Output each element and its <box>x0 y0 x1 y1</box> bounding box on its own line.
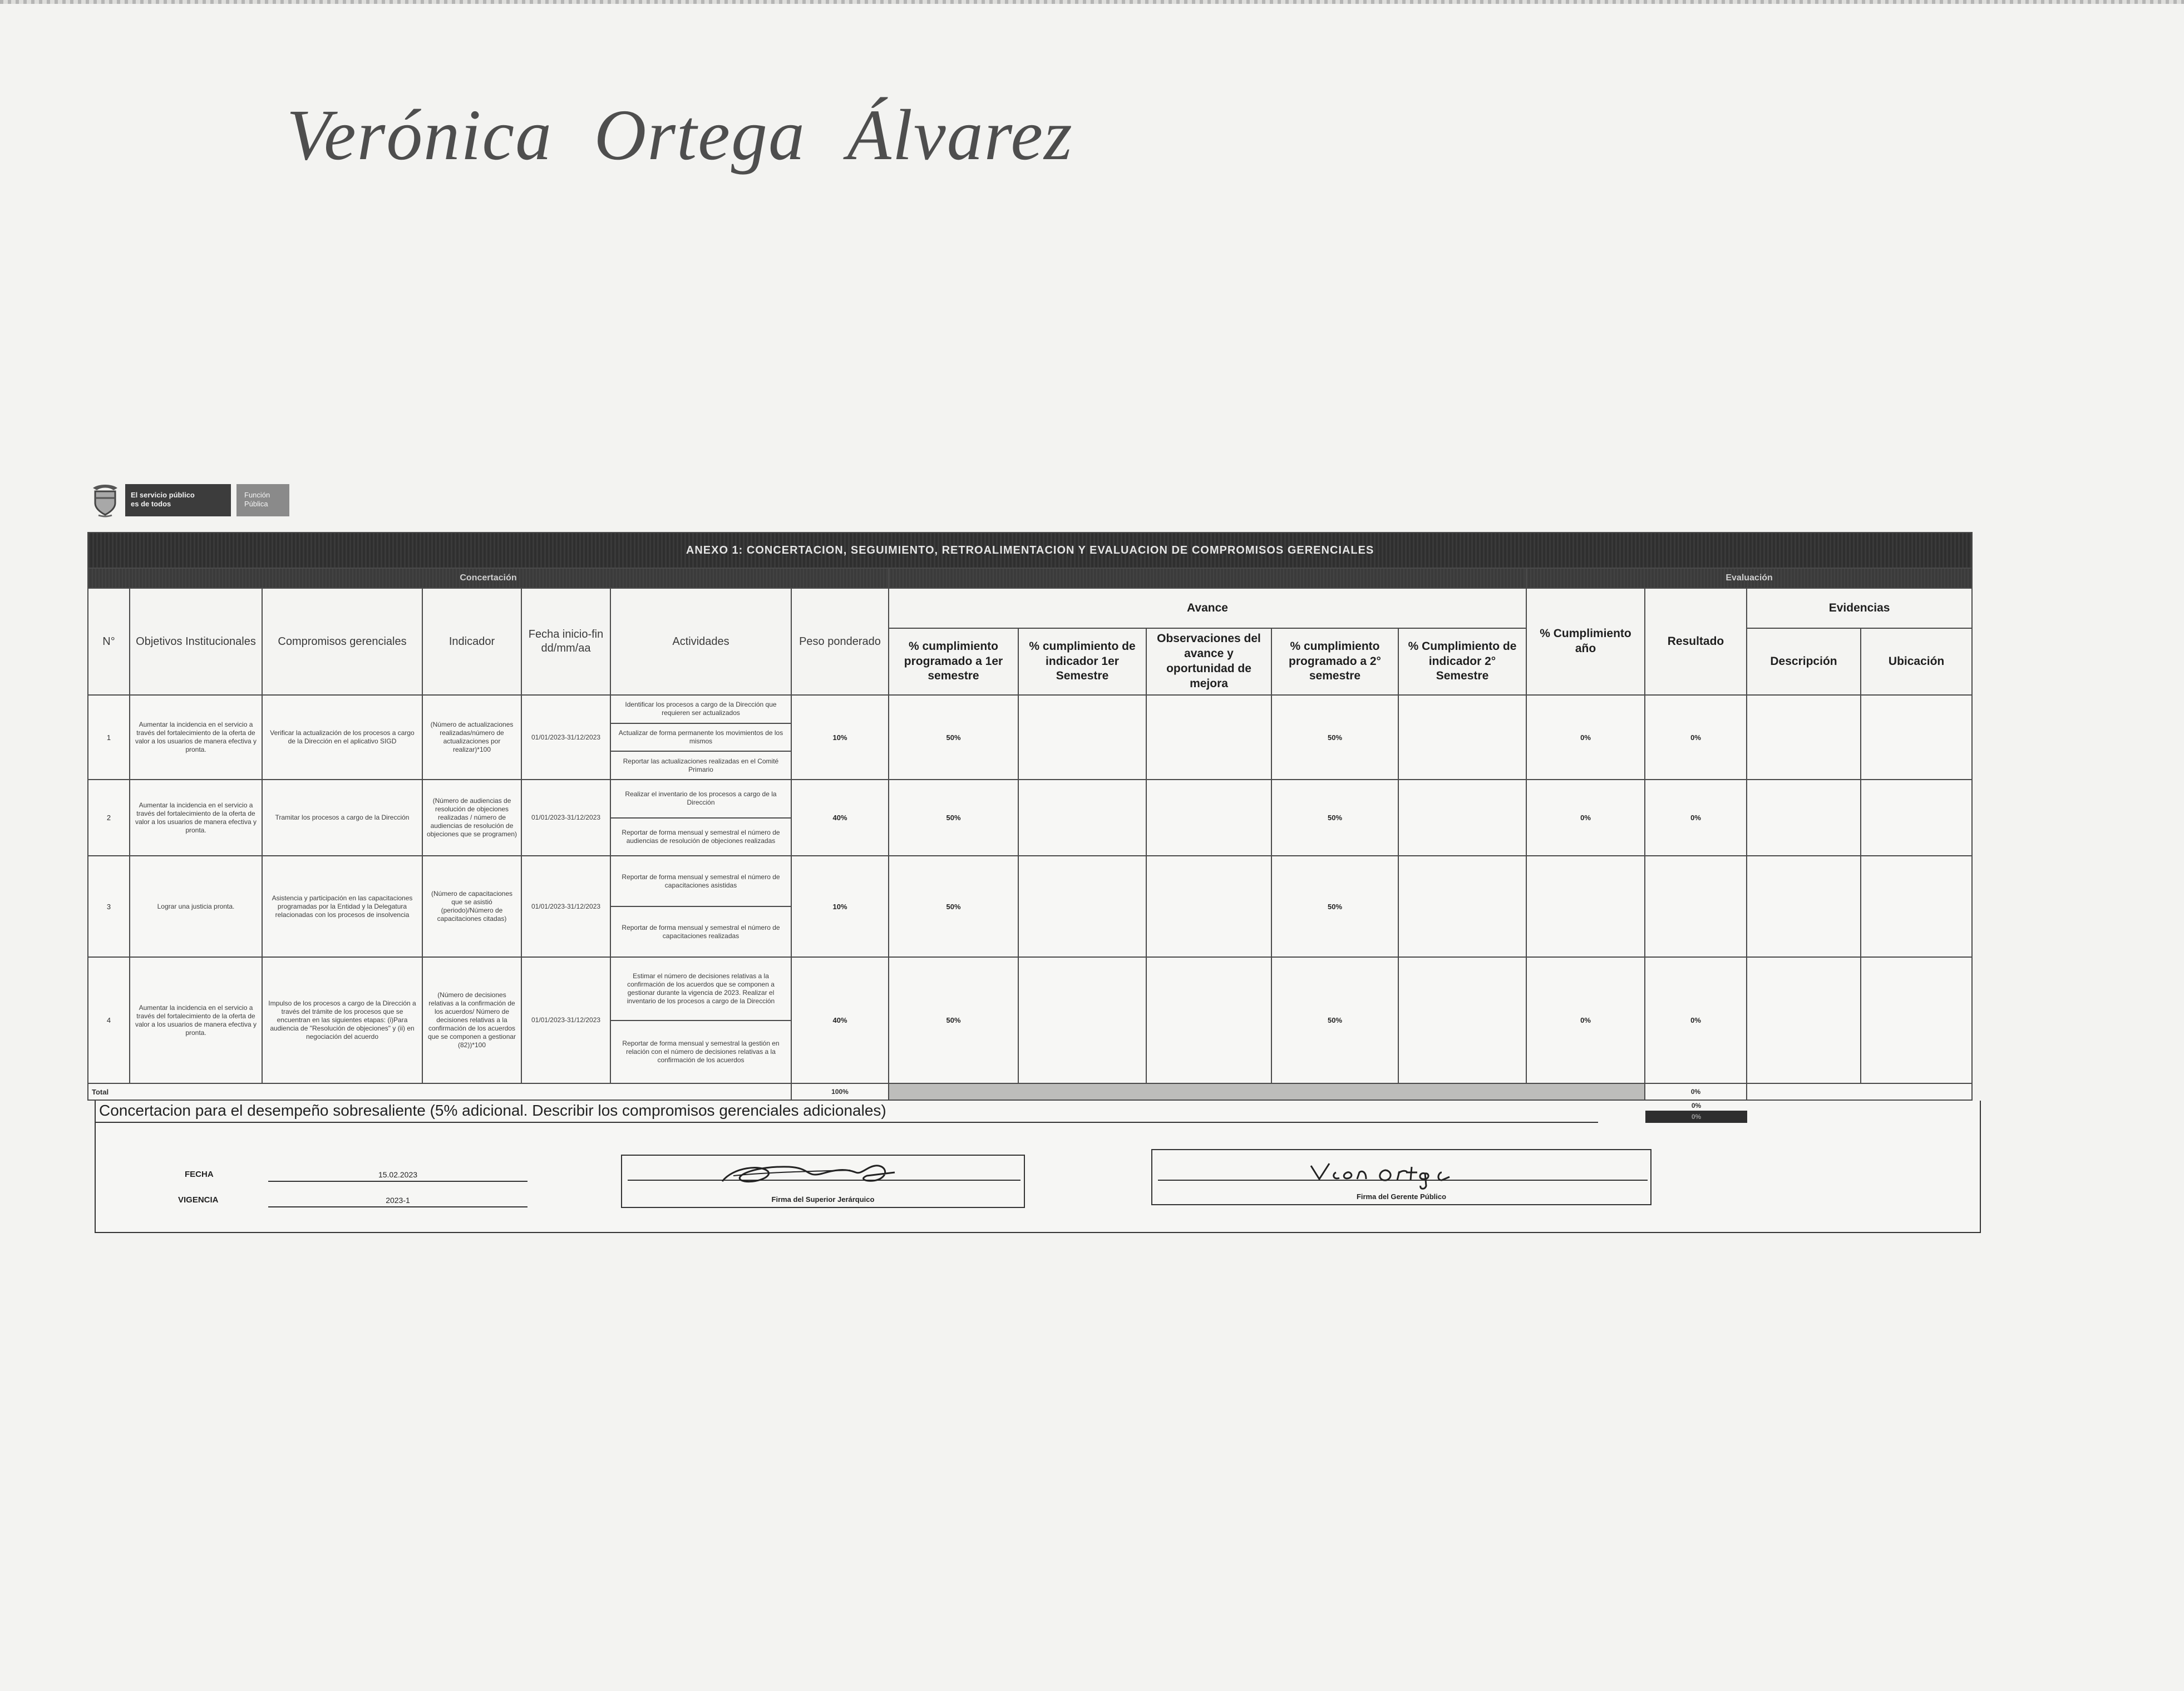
row-number: 4 <box>88 957 130 1083</box>
firma-superior-label: Firma del Superior Jerárquico <box>771 1195 875 1204</box>
cell-observaciones <box>1146 957 1271 1083</box>
cell-objetivo: Aumentar la incidencia en el servicio a través del fortalecimiento de la oferta de valor a los usuarios de manera efectiva y pronta. <box>130 957 262 1083</box>
header-observaciones: Observaciones del avance y oportunidad de mejora <box>1146 628 1271 695</box>
cell-ubicacion <box>1861 780 1972 856</box>
cell-ubicacion <box>1861 695 1972 780</box>
cell-indicador-1 <box>1018 856 1146 957</box>
total-resultado: 0% <box>1645 1083 1747 1100</box>
cell-indicador-1 <box>1018 695 1146 780</box>
logo-brand-line1: Función <box>244 491 270 499</box>
cell-peso: 40% <box>791 957 889 1083</box>
header-resultado: Resultado <box>1645 588 1747 695</box>
cell-fecha: 01/01/2023-31/12/2023 <box>521 780 610 856</box>
handwritten-name: Verónica Ortega Álvarez <box>287 95 1073 175</box>
cell-compromiso: Asistencia y participación en las capacitaciones programadas por la Entidad y la Delegatura relacionadas con los procesos de insolvencia <box>262 856 422 957</box>
cell-resultado: 0% <box>1645 780 1747 856</box>
form-anexo-1 <box>87 532 1985 1233</box>
section-band <box>889 568 1526 588</box>
cell-indicador-1 <box>1018 780 1146 856</box>
actividad: Reportar de forma mensual y semestral el número de audiencias de resolución de objeciones realizadas <box>622 828 780 845</box>
header-indicador: Indicador <box>422 588 521 695</box>
institution-logo <box>91 483 291 517</box>
cell-programado-1: 50% <box>889 780 1018 856</box>
cell-resultado <box>1645 856 1747 957</box>
section-concertacion: Concertación <box>88 568 889 588</box>
row-number: 2 <box>88 780 130 856</box>
concertacion-adicional: Concertacion para el desempeño sobresaliente (5% adicional. Describir los compromisos gerenciales adicionales) <box>96 1101 1598 1123</box>
cell-peso: 40% <box>791 780 889 856</box>
header-row <box>88 588 1972 628</box>
cell-indicador-1 <box>1018 957 1146 1083</box>
cell-programado-1: 50% <box>889 957 1018 1083</box>
cell-compromiso: Impulso de los procesos a cargo de la Dirección a través del trámite de los procesos que se encuentran en las siguientes etapas: (i)Para audiencia de "Resolución de objeciones" y (ii) en negociación del acuerdo <box>262 957 422 1083</box>
title-row <box>88 533 1972 568</box>
cell-programado-2: 50% <box>1271 957 1398 1083</box>
total-label: Total <box>88 1083 791 1100</box>
cell-compromiso: Tramitar los procesos a cargo de la Dirección <box>262 780 422 856</box>
cell-indicador: (Número de capacitaciones que se asistió (periodo)/Número de capacitaciones citadas) <box>422 856 521 957</box>
cell-actividades <box>610 957 791 1083</box>
firma-gerente-box <box>1151 1149 1651 1205</box>
cell-indicador-2 <box>1398 957 1526 1083</box>
header-numero: N° <box>88 588 130 695</box>
cell-fecha: 01/01/2023-31/12/2023 <box>521 957 610 1083</box>
extra-resultado-dark: 0% <box>1645 1111 1747 1123</box>
firma-superior-box <box>621 1155 1025 1208</box>
actividad: Estimar el número de decisiones relativas a la confirmación de los acuerdos que se componen a gestionar durante la vigencia de 2023. Realizar el inventario de los procesos a cargo de la Dirección <box>611 958 791 1021</box>
cell-fecha: 01/01/2023-31/12/2023 <box>521 856 610 957</box>
form-title: ANEXO 1: CONCERTACION, SEGUIMIENTO, RETROALIMENTACION Y EVALUACION DE COMPROMISOS GERENCIALES <box>88 533 1972 568</box>
cell-programado-1: 50% <box>889 695 1018 780</box>
header-indicador-1: % cumplimiento de indicador 1er Semestre <box>1018 628 1146 695</box>
cell-descripcion <box>1747 695 1861 780</box>
table-row <box>88 856 1972 957</box>
cell-programado-2: 50% <box>1271 695 1398 780</box>
actividad: Reportar de forma mensual y semestral la gestión en relación con el número de decisiones relativas a la confirmación de los acuerdos <box>622 1039 780 1064</box>
cell-peso: 10% <box>791 856 889 957</box>
cell-descripcion <box>1747 957 1861 1083</box>
scan-edge <box>0 0 2184 4</box>
cell-compromiso: Verificar la actualización de los procesos a cargo de la Dirección en el aplicativo SIGD <box>262 695 422 780</box>
cell-actividades <box>610 856 791 957</box>
logo-brand-line2: Pública <box>244 500 268 508</box>
table-row <box>88 957 1972 1083</box>
cell-resultado: 0% <box>1645 695 1747 780</box>
actividad: Reportar de forma mensual y semestral el número de capacitaciones asistidas <box>611 856 791 907</box>
header-programado-2: % cumplimiento programado a 2° semestre <box>1271 628 1398 695</box>
total-peso: 100% <box>791 1083 889 1100</box>
cell-programado-1: 50% <box>889 856 1018 957</box>
coat-of-arms-icon <box>91 483 120 517</box>
cell-observaciones <box>1146 856 1271 957</box>
vigencia-value: 2023-1 <box>268 1192 527 1207</box>
row-number: 3 <box>88 856 130 957</box>
logo-slogan-line1: El servicio público <box>131 491 195 499</box>
cell-fecha: 01/01/2023-31/12/2023 <box>521 695 610 780</box>
cell-ubicacion <box>1861 957 1972 1083</box>
vigencia-label: VIGENCIA <box>178 1195 219 1205</box>
cell-actividades <box>610 695 791 780</box>
form-footer <box>95 1101 1981 1233</box>
cell-objetivo: Aumentar la incidencia en el servicio a través del fortalecimiento de la oferta de valor a los usuarios de manera efectiva y pronta. <box>130 695 262 780</box>
cell-objetivo: Lograr una justicia pronta. <box>130 856 262 957</box>
cell-indicador: (Número de actualizaciones realizadas/número de actualizaciones por realizar)*100 <box>422 695 521 780</box>
actividad: Actualizar de forma permanente los movimientos de los mismos <box>611 724 791 752</box>
extra-resultado: 0% <box>1691 1102 1702 1110</box>
actividad: Reportar las actualizaciones realizadas en el Comité Primario <box>623 757 779 773</box>
actividad: Identificar los procesos a cargo de la Dirección que requieren ser actualizados <box>611 696 791 724</box>
logo-slogan-line2: es de todos <box>131 500 171 508</box>
table-row <box>88 695 1972 780</box>
fecha-label: FECHA <box>185 1170 214 1179</box>
header-ubicacion: Ubicación <box>1861 628 1972 695</box>
fecha-value: 15.02.2023 <box>268 1166 527 1182</box>
cell-descripcion <box>1747 856 1861 957</box>
cell-observaciones <box>1146 695 1271 780</box>
total-row <box>88 1083 1972 1100</box>
cell-observaciones <box>1146 780 1271 856</box>
cell-programado-2: 50% <box>1271 780 1398 856</box>
cell-resultado: 0% <box>1645 957 1747 1083</box>
header-actividades: Actividades <box>610 588 791 695</box>
header-cumplimiento-anio: % Cumplimiento año <box>1526 588 1645 695</box>
header-indicador-2: % Cumplimiento de indicador 2° Semestre <box>1398 628 1526 695</box>
header-objetivos: Objetivos Institucionales <box>130 588 262 695</box>
cell-indicador: (Número de audiencias de resolución de objeciones realizadas / número de audiencias de resolución de objeciones que se programen) <box>422 780 521 856</box>
total-evidencias <box>1747 1083 1972 1100</box>
compromisos-table <box>87 532 1973 1101</box>
header-avance: Avance <box>889 588 1526 628</box>
cell-cumplimiento-anio: 0% <box>1526 957 1645 1083</box>
cell-cumplimiento-anio: 0% <box>1526 780 1645 856</box>
firma-gerente-label: Firma del Gerente Público <box>1356 1192 1447 1201</box>
cell-indicador: (Número de decisiones relativas a la confirmación de los acuerdos/ Número de decisiones relativas a la confirmación de los acuerdos que se componen a gestionar (82))*100 <box>422 957 521 1083</box>
header-peso: Peso ponderado <box>791 588 889 695</box>
logo-slogan <box>125 484 231 516</box>
logo-brand <box>236 484 289 516</box>
table-row <box>88 780 1972 856</box>
section-evaluacion: Evaluación <box>1526 568 1972 588</box>
cell-indicador-2 <box>1398 856 1526 957</box>
cell-programado-2: 50% <box>1271 856 1398 957</box>
actividad: Realizar el inventario de los procesos a cargo de la Dirección <box>611 780 791 819</box>
cell-descripcion <box>1747 780 1861 856</box>
cell-cumplimiento-anio <box>1526 856 1645 957</box>
actividad: Reportar de forma mensual y semestral el número de capacitaciones realizadas <box>622 923 780 940</box>
row-number: 1 <box>88 695 130 780</box>
header-compromisos: Compromisos gerenciales <box>262 588 422 695</box>
cell-indicador-2 <box>1398 695 1526 780</box>
cell-objetivo: Aumentar la incidencia en el servicio a través del fortalecimiento de la oferta de valor a los usuarios de manera efectiva y pronta. <box>130 780 262 856</box>
header-fecha: Fecha inicio-fin dd/mm/aa <box>521 588 610 695</box>
cell-ubicacion <box>1861 856 1972 957</box>
total-shaded-cells <box>889 1083 1645 1100</box>
cell-cumplimiento-anio: 0% <box>1526 695 1645 780</box>
header-evidencias: Evidencias <box>1747 588 1972 628</box>
cell-peso: 10% <box>791 695 889 780</box>
header-programado-1: % cumplimiento programado a 1er semestre <box>889 628 1018 695</box>
header-descripcion: Descripción <box>1747 628 1861 695</box>
cell-indicador-2 <box>1398 780 1526 856</box>
cell-actividades <box>610 780 791 856</box>
section-row <box>88 568 1972 588</box>
